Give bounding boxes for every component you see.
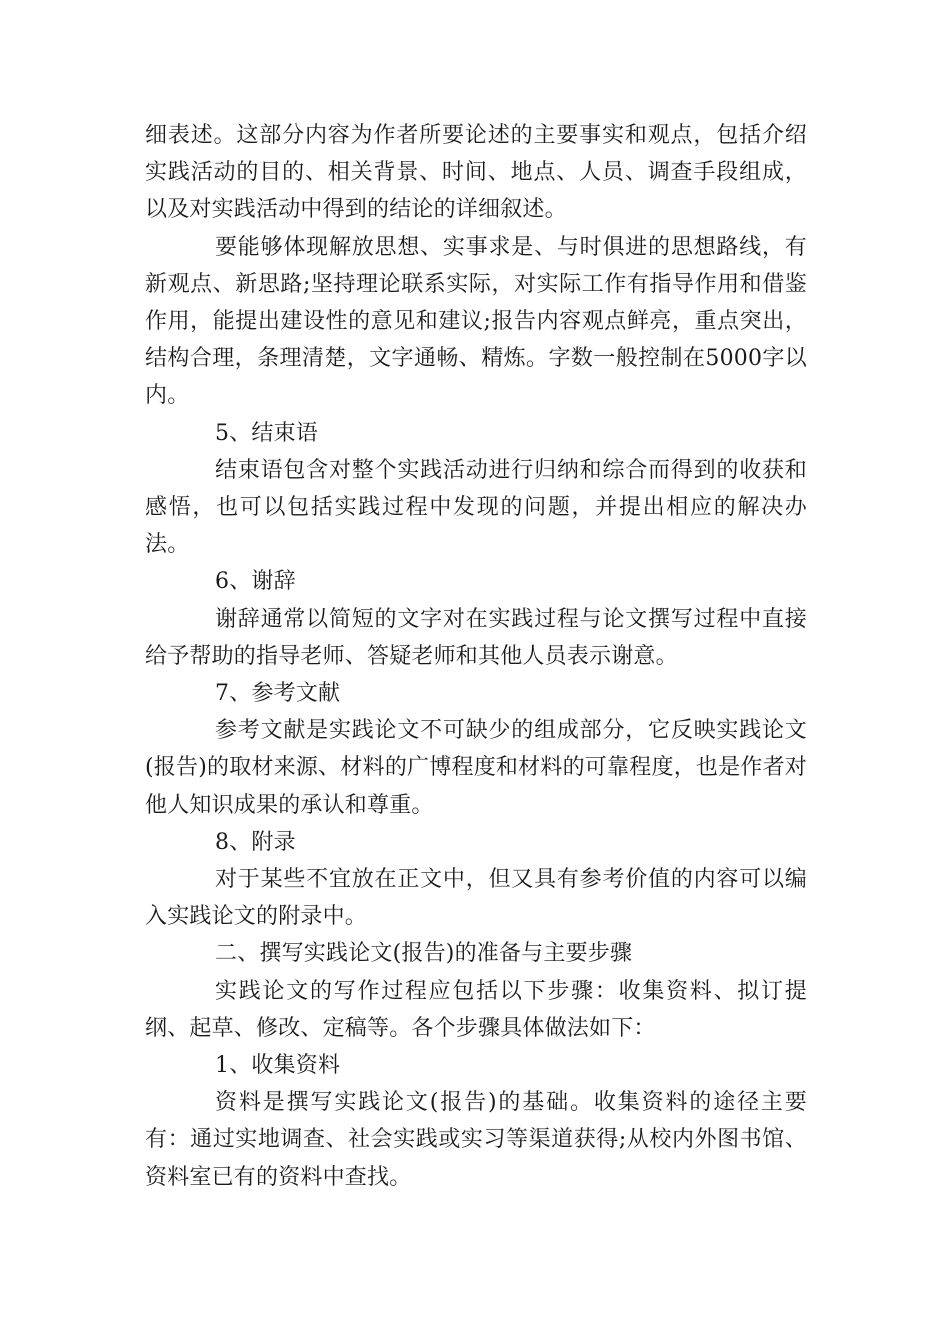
chapter-heading: 二、撰写实践论文(报告)的准备与主要步骤 bbox=[215, 941, 633, 967]
body-paragraph: 谢辞通常以简短的文字对在实践过程与论文撰写过程中直接给予帮助的指导老师、答疑老师和其他人员表示谢意。 bbox=[145, 606, 807, 669]
section-heading: 6、谢辞 bbox=[215, 569, 296, 595]
section-heading: 7、参考文献 bbox=[215, 681, 341, 707]
body-paragraph: 对于某些不宜放在正文中，但又具有参考价值的内容可以编入实践论文的附录中。 bbox=[145, 867, 807, 930]
body-paragraph: 参考文献是实践论文不可缺少的组成部分，它反映实践论文(报告)的取材来源、材料的广博程度和材料的可靠程度，也是作者对他人知识成果的承认和尊重。 bbox=[145, 718, 807, 818]
section-heading: 5、结束语 bbox=[215, 420, 318, 446]
body-paragraph: 要能够体现解放思想、实事求是、与时俱进的思想路线，有新观点、新思路;坚持理论联系实际，对实际工作有指导作用和借鉴作用，能提出建设性的意见和建议;报告内容观点鲜亮，重点突出，结构合理，条理清楚，文字通畅、精炼。字数一般控制在5000字以内。 bbox=[145, 234, 807, 409]
section-heading: 1、收集资料 bbox=[215, 1053, 341, 1079]
body-paragraph: 结束语包含对整个实践活动进行归纳和综合而得到的收获和感悟，也可以包括实践过程中发现的问题，并提出相应的解决办法。 bbox=[145, 457, 807, 558]
body-paragraph: 资料是撰写实践论文(报告)的基础。收集资料的途径主要有：通过实地调查、社会实践或实习等渠道获得;从校内外图书馆、资料室已有的资料中查找。 bbox=[145, 1090, 807, 1190]
body-paragraph: 细表述。这部分内容为作者所要论述的主要事实和观点，包括介绍实践活动的目的、相关背景、时间、地点、人员、调查手段组成，以及对实践活动中得到的结论的详细叙述。 bbox=[145, 123, 807, 223]
section-heading: 8、附录 bbox=[215, 829, 296, 855]
body-paragraph: 实践论文的写作过程应包括以下步骤：收集资料、拟订提纲、起草、修改、定稿等。各个步骤具体做法如下： bbox=[145, 978, 807, 1041]
document-page bbox=[145, 117, 807, 1196]
